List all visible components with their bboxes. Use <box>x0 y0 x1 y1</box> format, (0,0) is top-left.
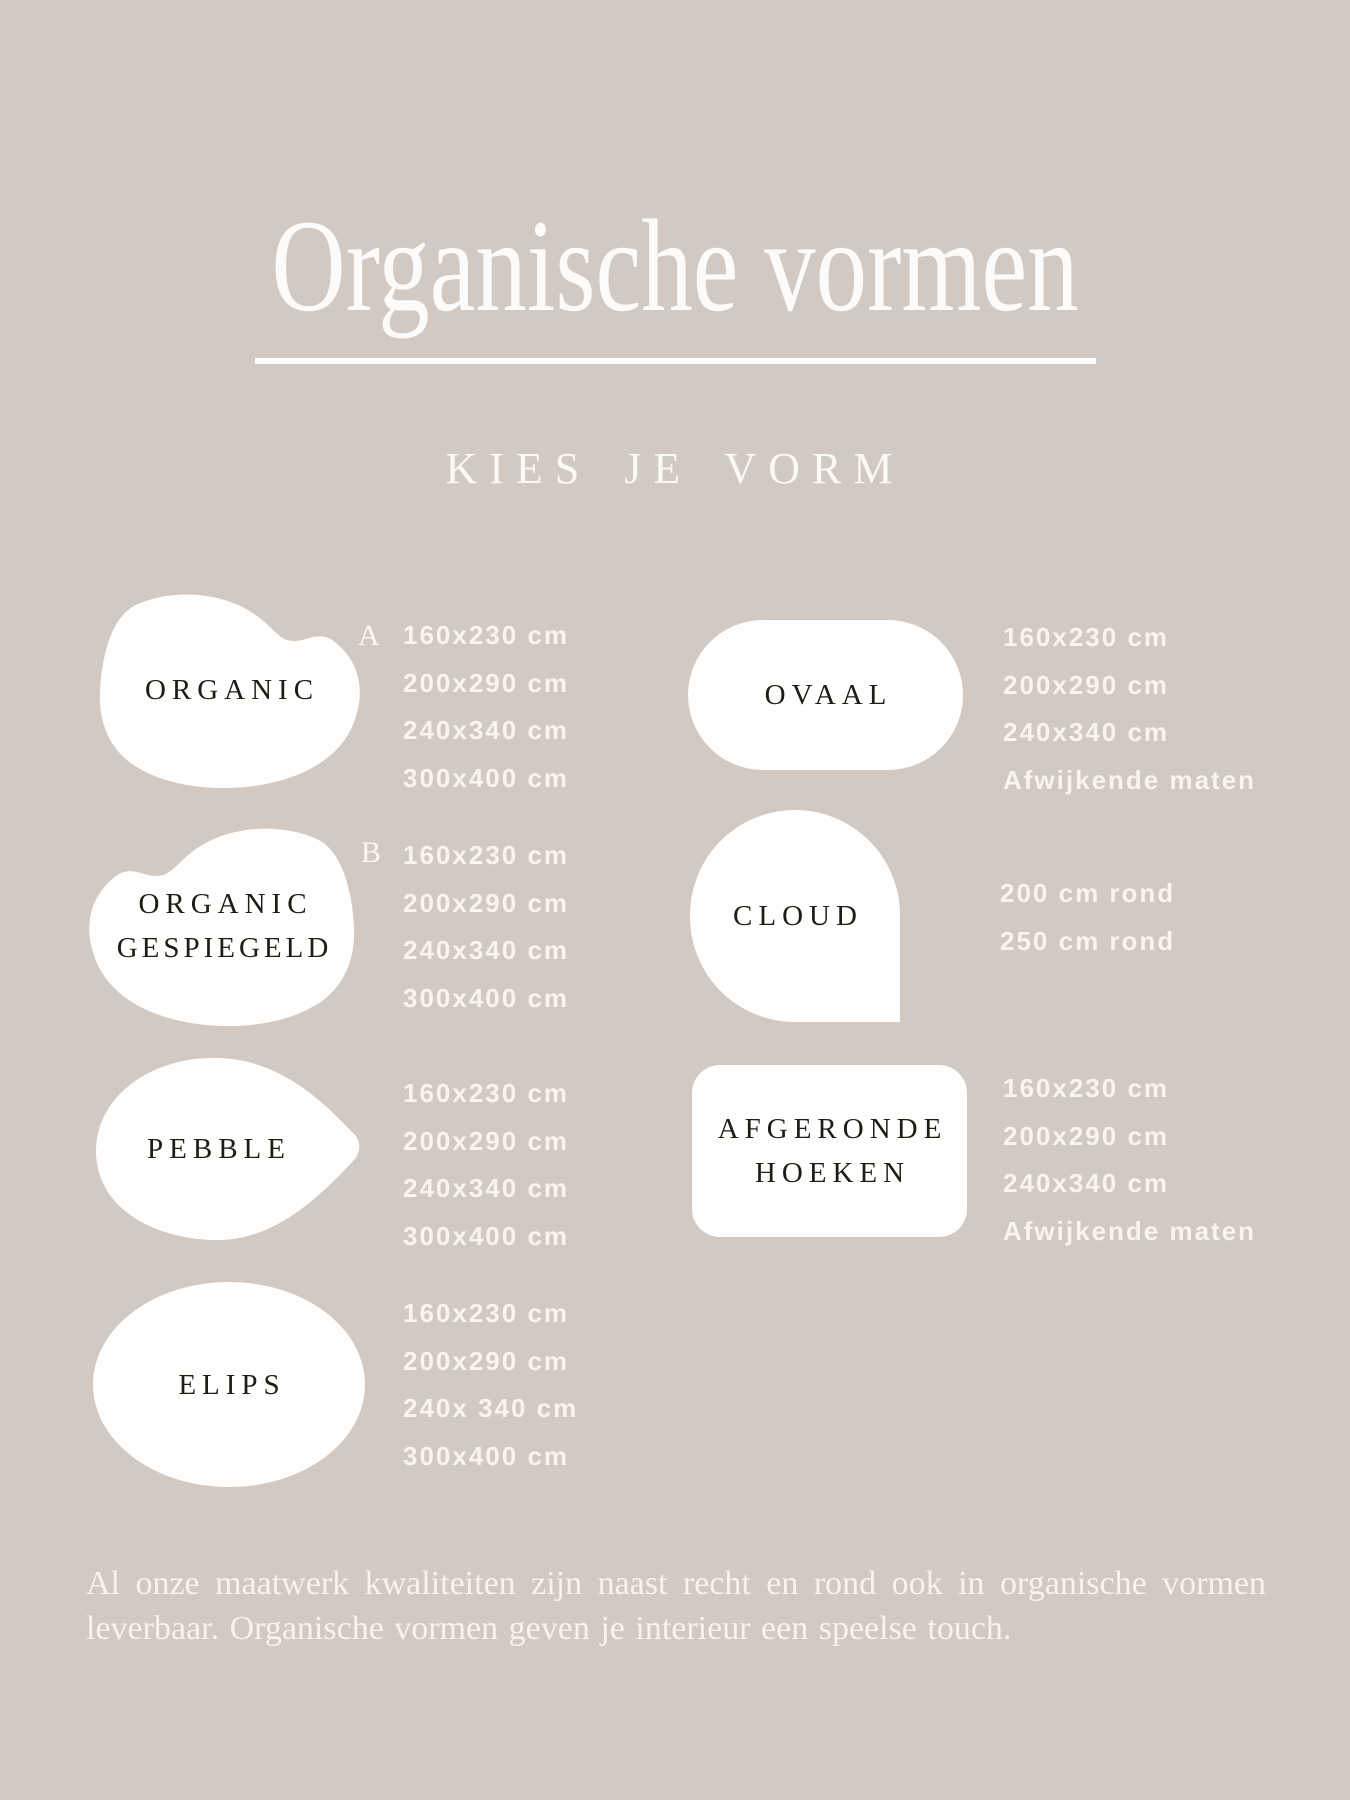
size-item: 300x400 cm <box>403 1220 570 1251</box>
shape-elips <box>93 1282 365 1487</box>
shape-label-organic-gespiegeld-line1: ORGANIC <box>138 888 313 920</box>
size-list-pebble <box>403 1070 569 1260</box>
size-list-organic-gespiegeld <box>403 832 569 1022</box>
page-title: Organische vormen <box>271 192 1079 339</box>
size-item: 240x340 cm <box>1003 1168 1170 1198</box>
size-item: 160x230 cm <box>403 1078 570 1108</box>
title-underline <box>255 358 1096 364</box>
size-item: 160x230 cm <box>1003 1073 1170 1103</box>
size-item: 240x340 cm <box>403 1173 570 1203</box>
shape-afgeronde-hoeken <box>692 1065 967 1237</box>
size-item: 160x230 cm <box>403 840 570 870</box>
size-item: 240x340 cm <box>1003 717 1170 747</box>
shape-organic-gespiegeld <box>87 826 358 1026</box>
shape-ovaal <box>688 620 963 770</box>
size-item: 160x230 cm <box>1003 622 1170 652</box>
size-item: Afwijkende maten <box>1003 1215 1257 1246</box>
size-item: 300x400 cm <box>403 1440 570 1471</box>
shape-label-ovaal: OVAAL <box>764 679 893 711</box>
size-item: 200x290 cm <box>403 887 570 918</box>
size-item: 200x290 cm <box>403 667 570 698</box>
footer-text: Al onze maatwerk kwaliteiten zijn naast recht en rond ook in organische vormen leverbaar. Organische vormen geven je interieur een speelse touch. <box>86 1565 1266 1647</box>
size-item: Afwijkende maten <box>1003 764 1257 795</box>
size-item: 250 cm rond <box>1000 925 1176 956</box>
shape-label-elips: ELIPS <box>178 1368 286 1401</box>
shape-organic <box>96 592 362 788</box>
size-item: 240x 340 cm <box>403 1393 579 1423</box>
shape-label-cloud: CLOUD <box>733 900 863 932</box>
size-list-afgeronde-hoeken <box>1003 1065 1256 1255</box>
size-item: 160x230 cm <box>403 620 570 650</box>
shape-pebble <box>88 1048 370 1250</box>
size-item: 200x290 cm <box>403 1345 570 1376</box>
size-item: 300x400 cm <box>403 982 570 1013</box>
size-list-cloud <box>1000 870 1175 965</box>
variant-letter-b: B <box>361 836 382 869</box>
shape-label-afgeronde-hoeken-line2: HOEKEN <box>754 1157 911 1189</box>
shape-label-organic-gespiegeld-line2: GESPIEGELD <box>116 932 333 964</box>
size-list-elips <box>403 1290 578 1480</box>
size-item: 200 cm rond <box>1000 878 1176 908</box>
size-item: 160x230 cm <box>403 1298 570 1328</box>
shape-label-pebble: PEBBLE <box>147 1133 291 1165</box>
size-list-ovaal <box>1003 614 1256 804</box>
size-item: 240x340 cm <box>403 715 570 745</box>
subtitle: KIES JE VORM <box>445 444 905 493</box>
size-item: 200x290 cm <box>1003 1120 1170 1151</box>
shape-cloud <box>690 810 900 1022</box>
size-list-organic <box>403 612 569 802</box>
size-item: 200x290 cm <box>1003 669 1170 700</box>
size-item: 300x400 cm <box>403 762 570 793</box>
size-item: 240x340 cm <box>403 935 570 965</box>
shape-label-afgeronde-hoeken-line1: AFGERONDE <box>717 1113 948 1145</box>
variant-letter-a: A <box>358 619 380 652</box>
size-item: 200x290 cm <box>403 1125 570 1156</box>
shape-label-organic: ORGANIC <box>144 674 320 706</box>
